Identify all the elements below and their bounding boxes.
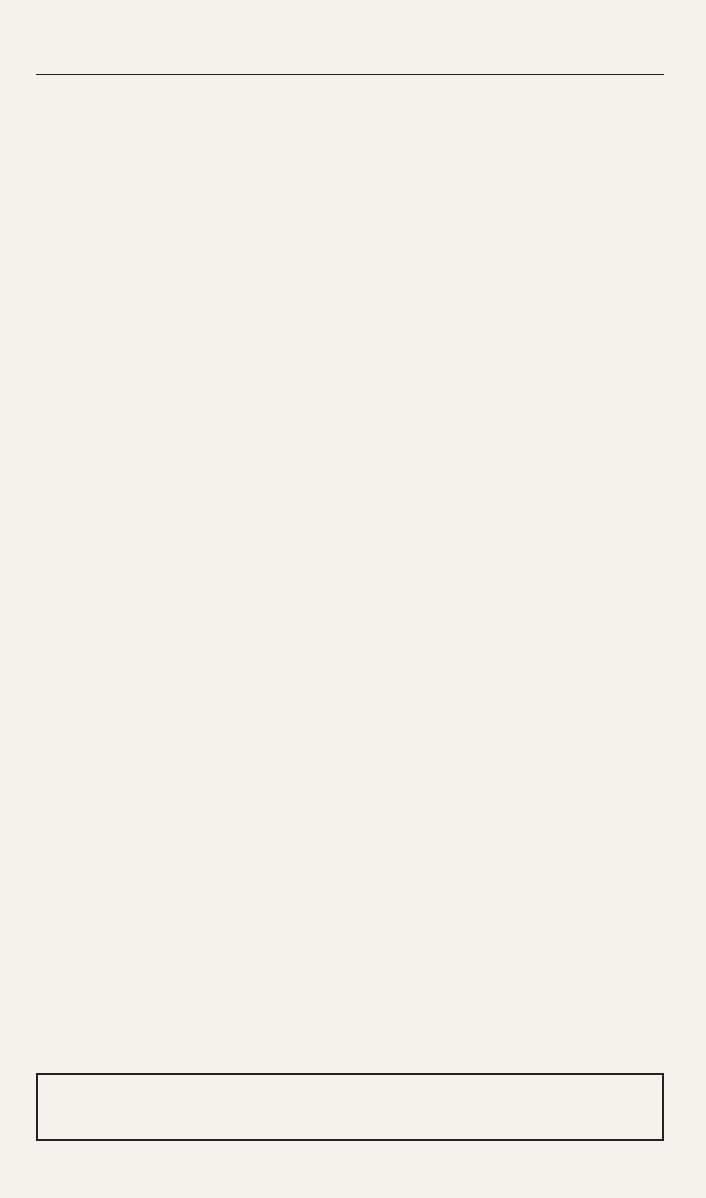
advertisement <box>36 1073 664 1141</box>
section-heading <box>36 52 664 71</box>
table-of-contents <box>36 52 664 75</box>
divider-rule <box>36 74 664 75</box>
